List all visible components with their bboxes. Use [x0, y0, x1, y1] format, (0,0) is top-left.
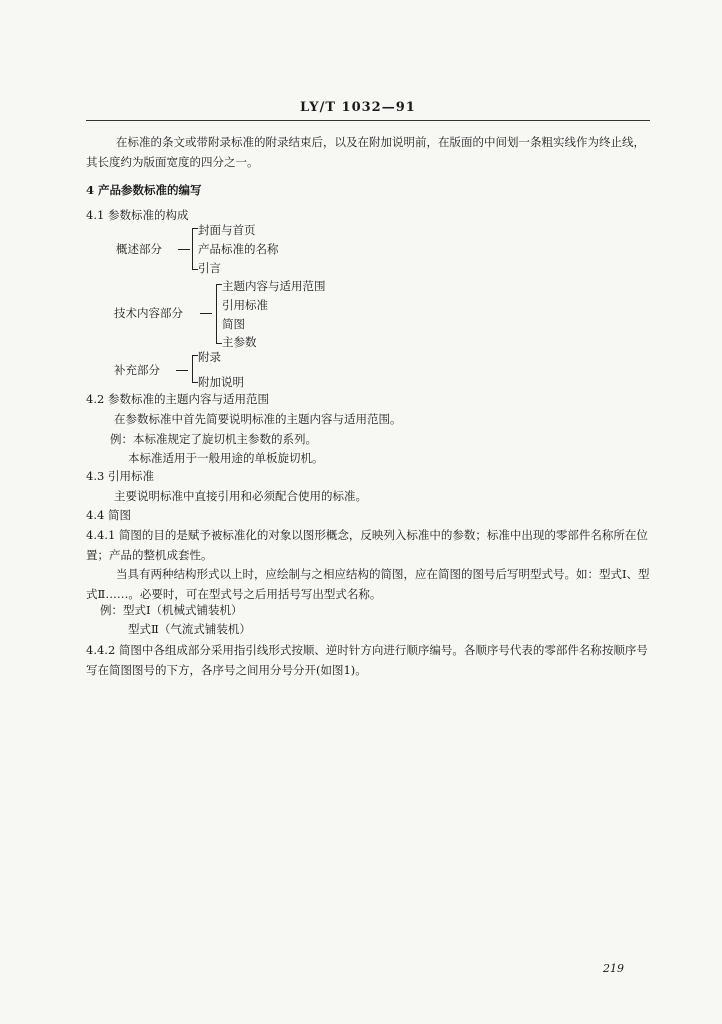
brace: [192, 355, 193, 383]
paragraph: 当具有两种结构形式以上时，应绘制与之相应结构的简图，应在简图的图号后写明型式号。如：型式Ⅰ、型式Ⅱ……。必要时，可在型式号之后用括号写出型式名称。: [86, 567, 650, 601]
section-4-heading: 4 产品参数标准的编写: [86, 183, 202, 197]
paragraph: 本标准适用于一般用途的单板旋切机。: [128, 451, 324, 465]
group-item: 主参数: [222, 335, 257, 349]
example-line: 型式Ⅱ（气流式铺装机）: [128, 622, 251, 636]
example-line: 例：本标准规定了旋切机主参数的系列。: [110, 432, 317, 446]
section-4-1-heading: 4.1 参数标准的构成: [86, 208, 189, 222]
intro-paragraph: 在标准的条文或带附录标准的附录结束后，以及在附加说明前，在版面的中间划一条粗实线作为终止线，其长度约为版面宽度的四分之一。: [86, 135, 645, 169]
connector-dash: [200, 313, 212, 314]
paragraph: 主要说明标准中直接引用和必须配合使用的标准。: [114, 489, 367, 503]
group-label-overview: 概述部分: [116, 242, 162, 256]
example-line: 例：型式Ⅰ（机械式铺装机）: [100, 603, 243, 617]
group-item: 简图: [222, 317, 245, 331]
group-item: 附加说明: [198, 375, 244, 389]
group-item: 产品标准的名称: [198, 242, 279, 256]
section-4-4-heading: 4.4 简图: [86, 508, 131, 522]
section-4-2-heading: 4.2 参数标准的主题内容与适用范围: [86, 392, 269, 406]
group-item: 引言: [198, 261, 221, 275]
section-4-4-1-paragraph: 4.4.1 简图的目的是赋予被标准化的对象以图形概念，反映列入标准中的参数；标准中出现的零部件名称所在位置；产品的整机成套性。: [86, 528, 648, 562]
group-item: 主题内容与适用范围: [222, 279, 326, 293]
section-4-3-heading: 4.3 引用标准: [86, 469, 154, 483]
header-rule: [86, 120, 650, 121]
group-label-supplement: 补充部分: [114, 363, 160, 377]
page-header: LY/T 1032—91: [300, 100, 416, 115]
brace: [216, 284, 217, 344]
page-number: 219: [603, 962, 624, 975]
brace: [192, 228, 193, 270]
connector-dash: [176, 370, 188, 371]
paragraph: 在参数标准中首先简要说明标准的主题内容与适用范围。: [114, 412, 402, 426]
connector-dash: [178, 249, 190, 250]
group-item: 封面与首页: [198, 223, 256, 237]
section-4-4-2-paragraph: 4.4.2 简图中各组成部分采用指引线形式按顺、逆时针方向进行顺序编号。各顺序号代表的零部件名称按顺序号写在简图图号的下方，各序号之间用分号分开(如图1)。: [86, 643, 648, 677]
group-label-technical: 技术内容部分: [114, 306, 183, 320]
group-item: 引用标准: [222, 298, 268, 312]
group-item: 附录: [198, 350, 221, 364]
